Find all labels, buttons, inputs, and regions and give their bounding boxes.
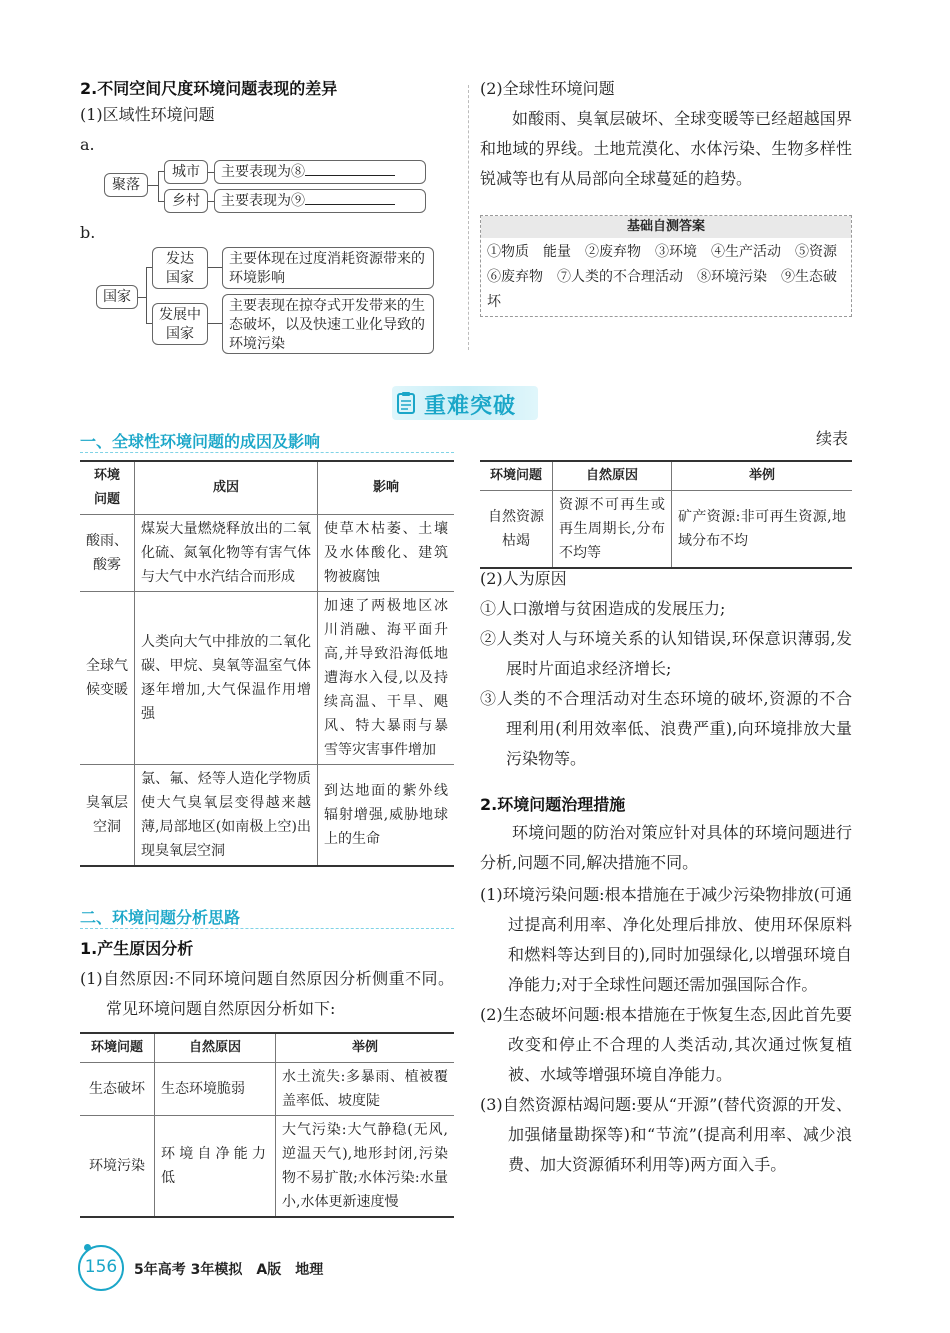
col-header-natural-cause: 自然原因 <box>553 461 672 491</box>
banner <box>392 386 538 420</box>
row-issue: 生态破坏 <box>80 1063 155 1116</box>
col-header-example: 举例 <box>672 461 853 491</box>
col-header-effect: 影响 <box>318 461 455 515</box>
label-b: b. <box>80 223 96 242</box>
subheading-regional: (1)区域性环境问题 <box>80 105 215 124</box>
answer-title: 基础自测答案 <box>481 216 851 238</box>
table-row <box>480 491 852 569</box>
global-paragraph: 如酸雨、臭氧层破坏、全球变暖等已经超越国界和地域的界线。土地荒漠化、水体污染、生物多样性锐减等也有从局部向全球蔓延的趋势。 <box>480 109 852 188</box>
section2-heading: 二、环境问题分析思路 <box>80 908 241 927</box>
measures-list <box>480 880 852 1180</box>
row-issue: 环境污染 <box>80 1116 155 1218</box>
node-country: 国家 <box>96 285 138 309</box>
table-row <box>80 1063 454 1116</box>
col-header-natural-cause: 自然原因 <box>155 1033 276 1063</box>
node-developed-text: 主要体现在过度消耗资源带来的环境影响 <box>222 247 434 289</box>
row-effect: 使草木枯萎、土壤及水体酸化、建筑物被腐蚀 <box>318 515 455 592</box>
row-issue: 全球气 候变暖 <box>80 592 135 765</box>
row-issue: 臭氧层 空洞 <box>80 765 135 867</box>
list-item: ①人口激增与贫困造成的发展压力; <box>480 599 726 618</box>
subheading-global: (2)全球性环境问题 <box>480 79 615 98</box>
list-item: (1)环境污染问题:根本措施在于减少污染物排放(可通过提高利用率、净化处理后排放、使用环保原料和燃料等达到目的),同时加强绿化,以增强环境自净能力;对于全球性问题还需加强国际合作。 <box>480 885 852 994</box>
natural-cause-intro: (1)自然原因:不同环境问题自然原因分析侧重不同。常见环境问题自然原因分析如下: <box>80 969 454 1018</box>
table-header-row <box>80 1033 454 1063</box>
human-cause-heading: (2)人为原因 <box>480 569 567 588</box>
row-cause: 生态环境脆弱 <box>155 1063 276 1116</box>
list-item: (3)自然资源枯竭问题:要从“开源”(替代资源的开发、加强储量勘探等)和“节流”(提高利用率、减少浪费、加大资源循环利用等)两方面入手。 <box>480 1095 852 1174</box>
subheading-cause-analysis: 1.产生原因分析 <box>80 939 194 958</box>
node-city: 城市 <box>164 160 208 184</box>
banner-title: 重难突破 <box>424 394 517 419</box>
human-cause-list <box>480 594 852 774</box>
row-issue: 自然资源 枯竭 <box>480 491 553 569</box>
col-header-issue: 环境问题 <box>480 461 553 491</box>
measures-intro: 环境问题的防治对策应针对具体的环境问题进行分析,问题不同,解决措施不同。 <box>480 823 852 872</box>
row-issue: 酸雨、 酸雾 <box>80 515 135 592</box>
table-header-row <box>80 461 454 515</box>
table-row <box>80 515 454 592</box>
page-number: 156 <box>84 1257 118 1277</box>
answer-body: ①物质 能量 ②废弃物 ③环境 ④生产活动 ⑤资源 ⑥废弃物 ⑦人类的不合理活动 ⑧环境污染 ⑨生态破坏 <box>487 244 851 310</box>
table-row <box>80 765 454 867</box>
row-example: 水土流失:多暴雨、植被覆盖率低、坡度陡 <box>276 1063 455 1116</box>
section-heading-spatial: 2.不同空间尺度环境问题表现的差异 <box>80 79 338 98</box>
row-cause: 氯、氟、烃等人造化学物质使大气臭氧层变得越来越薄,局部地区(如南极上空)出现臭氧层空洞 <box>135 765 318 867</box>
node-settlement: 聚落 <box>104 173 148 197</box>
row-effect: 到达地面的紫外线辐射增强,威胁地球上的生命 <box>318 765 455 867</box>
row-effect: 加速了两极地区冰川消融、海平面升高,并导致沿海低地遭海水入侵,以及持续高温、干旱、飓风、特大暴雨与暴雪等灾害事件增加 <box>318 592 455 765</box>
natural-cause-table <box>80 1032 454 1218</box>
table-row <box>80 1116 454 1218</box>
section1-heading: 一、全球性环境问题的成因及影响 <box>80 432 321 451</box>
col-header-example: 举例 <box>276 1033 455 1063</box>
row-cause: 煤炭大量燃烧释放出的二氧化硫、氮氧化物等有害气体与大气中水汽结合而形成 <box>135 515 318 592</box>
row-example: 矿产资源:非可再生资源,地域分布不均 <box>672 491 853 569</box>
table-header-row <box>480 461 852 491</box>
col-header-issue: 环境 问题 <box>80 461 135 515</box>
row-example: 大气污染:大气静稳(无风,逆温天气),地形封闭,污染物不易扩散;水体污染:水量小,水体更新速度慢 <box>276 1116 455 1218</box>
book-title: 5年高考 3年模拟 A版 地理 <box>134 1262 324 1278</box>
node-developing-text: 主要表现在掠夺式开发带来的生态破坏，以及快速工业化导致的环境污染 <box>222 294 434 354</box>
label-a: a. <box>80 135 95 154</box>
node-developing: 发展中 国家 <box>152 303 208 345</box>
continued-label: 续表 <box>816 429 849 448</box>
row-cause: 人类向大气中排放的二氧化碳、甲烷、臭氧等温室气体逐年增加,大气保温作用增强 <box>135 592 318 765</box>
list-item: ②人类对人与环境关系的认知错误,环保意识薄弱,发展时片面追求经济增长; <box>480 629 852 678</box>
answer-box <box>480 215 852 317</box>
col-header-cause: 成因 <box>135 461 318 515</box>
global-issues-table <box>80 460 454 867</box>
node-village: 乡村 <box>164 189 208 213</box>
natural-cause-table-continued <box>480 460 852 569</box>
clipboard-icon <box>396 391 418 415</box>
page-badge <box>78 1245 124 1291</box>
list-item: (2)生态破坏问题:根本措施在于恢复生态,因此首先要改变和停止不合理的人类活动,其次通过恢复植被、水域等增强环境自净能力。 <box>480 1005 852 1084</box>
row-cause: 资源不可再生或再生周期长,分布不均等 <box>553 491 672 569</box>
measures-heading: 2.环境问题治理措施 <box>480 795 626 814</box>
list-item: ③人类的不合理活动对生态环境的破坏,资源的不合理利用(利用效率低、浪费严重),向环境排放大量污染物等。 <box>480 689 852 768</box>
col-header-issue: 环境问题 <box>80 1033 155 1063</box>
badge-dot-icon <box>84 1244 91 1251</box>
node-city-text: 主要表现为⑧ <box>214 160 426 184</box>
row-cause: 环境自净能力低 <box>155 1116 276 1218</box>
node-developed: 发达 国家 <box>152 247 208 289</box>
node-village-text: 主要表现为⑨ <box>214 189 426 213</box>
table-row <box>80 592 454 765</box>
